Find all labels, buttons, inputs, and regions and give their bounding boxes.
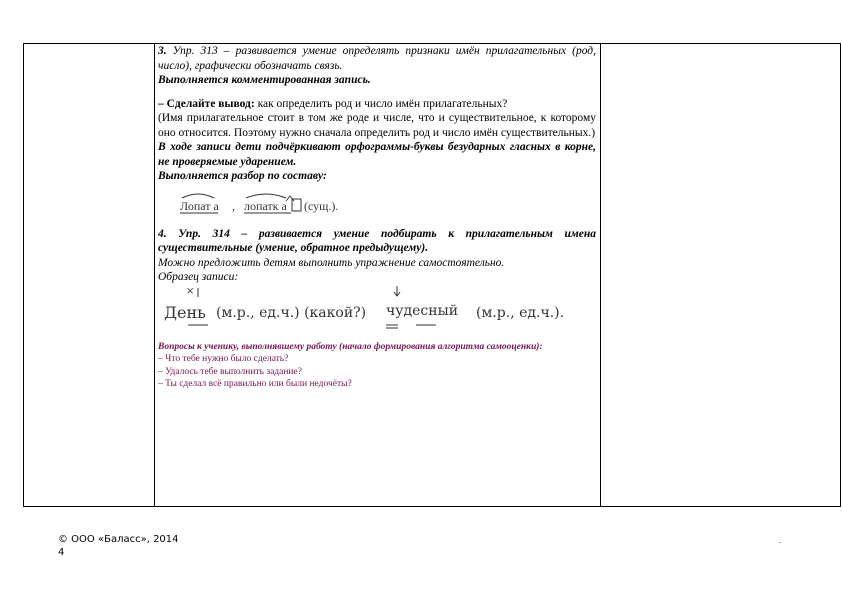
questions-heading: Вопросы к ученику, выполнявшему работу (начало формирования алгоритма самооценки): <box>158 341 543 352</box>
question-item: – Ты сделал всё правильно или были недочёты? <box>158 379 352 389</box>
question-item: – Удалось тебе выполнить задание? <box>158 366 302 377</box>
column-divider-right <box>600 44 601 506</box>
sample-word-3: чудесный <box>386 302 459 319</box>
lesson-table <box>23 43 841 507</box>
ex314-sample-title: Образец записи: <box>158 271 239 283</box>
ex313-commented: Выполняется комментированная запись. <box>158 74 371 86</box>
sample-part-4: (м.р., ед.ч.). <box>476 304 565 321</box>
ex313-heading: 3. Упр. 313 – развивается умение определять признаки имён прилагательных (род, число), графически обозначать связь. <box>158 45 596 72</box>
ex313-conclusion: – Сделайте вывод: как определить род и число имён прилагательных? <box>158 97 508 110</box>
page-number: 4 <box>58 547 65 558</box>
copyright-footer: © ООО «Баласс», 2014 <box>58 534 179 545</box>
content-column <box>154 44 600 506</box>
parse-note: (сущ.). <box>304 198 339 213</box>
question-item: – Что тебе нужно было сделать? <box>158 354 289 364</box>
sample-word-1: День <box>164 302 206 322</box>
sample-part-2: (м.р., ед.ч.) (какой?) <box>216 304 367 321</box>
ex314-offer: Можно предложить детям выполнить упражнение самостоятельно. <box>158 256 505 269</box>
ex313-answer: (Имя прилагательное стоит в том же роде и числе, что и существительное, к которому оно относится. Поэтому нужно сначала определить род и число имён существительных.) <box>158 112 596 139</box>
morpheme-parse-image: Лопат а , лопатк а (сущ.). <box>158 184 596 218</box>
ex314-heading: 4. Упр. 314 – развивается умение подбирать к прилагательным имена существительные (умение, обратное предыдущему). <box>158 227 596 254</box>
ex313-orthogram: В ходе записи дети подчёркивают орфограммы-буквы безударных гласных в корне, не проверяемые ударением. <box>158 141 596 168</box>
ex313-parse-title: Выполняется разбор по составу: <box>158 170 327 182</box>
parse-word-1: Лопат а <box>180 198 219 213</box>
parse-word-2: лопатк а <box>244 198 287 213</box>
svg-text:×: × <box>186 285 195 297</box>
sample-writing-image <box>158 285 596 333</box>
footer-dot: . <box>779 536 781 545</box>
